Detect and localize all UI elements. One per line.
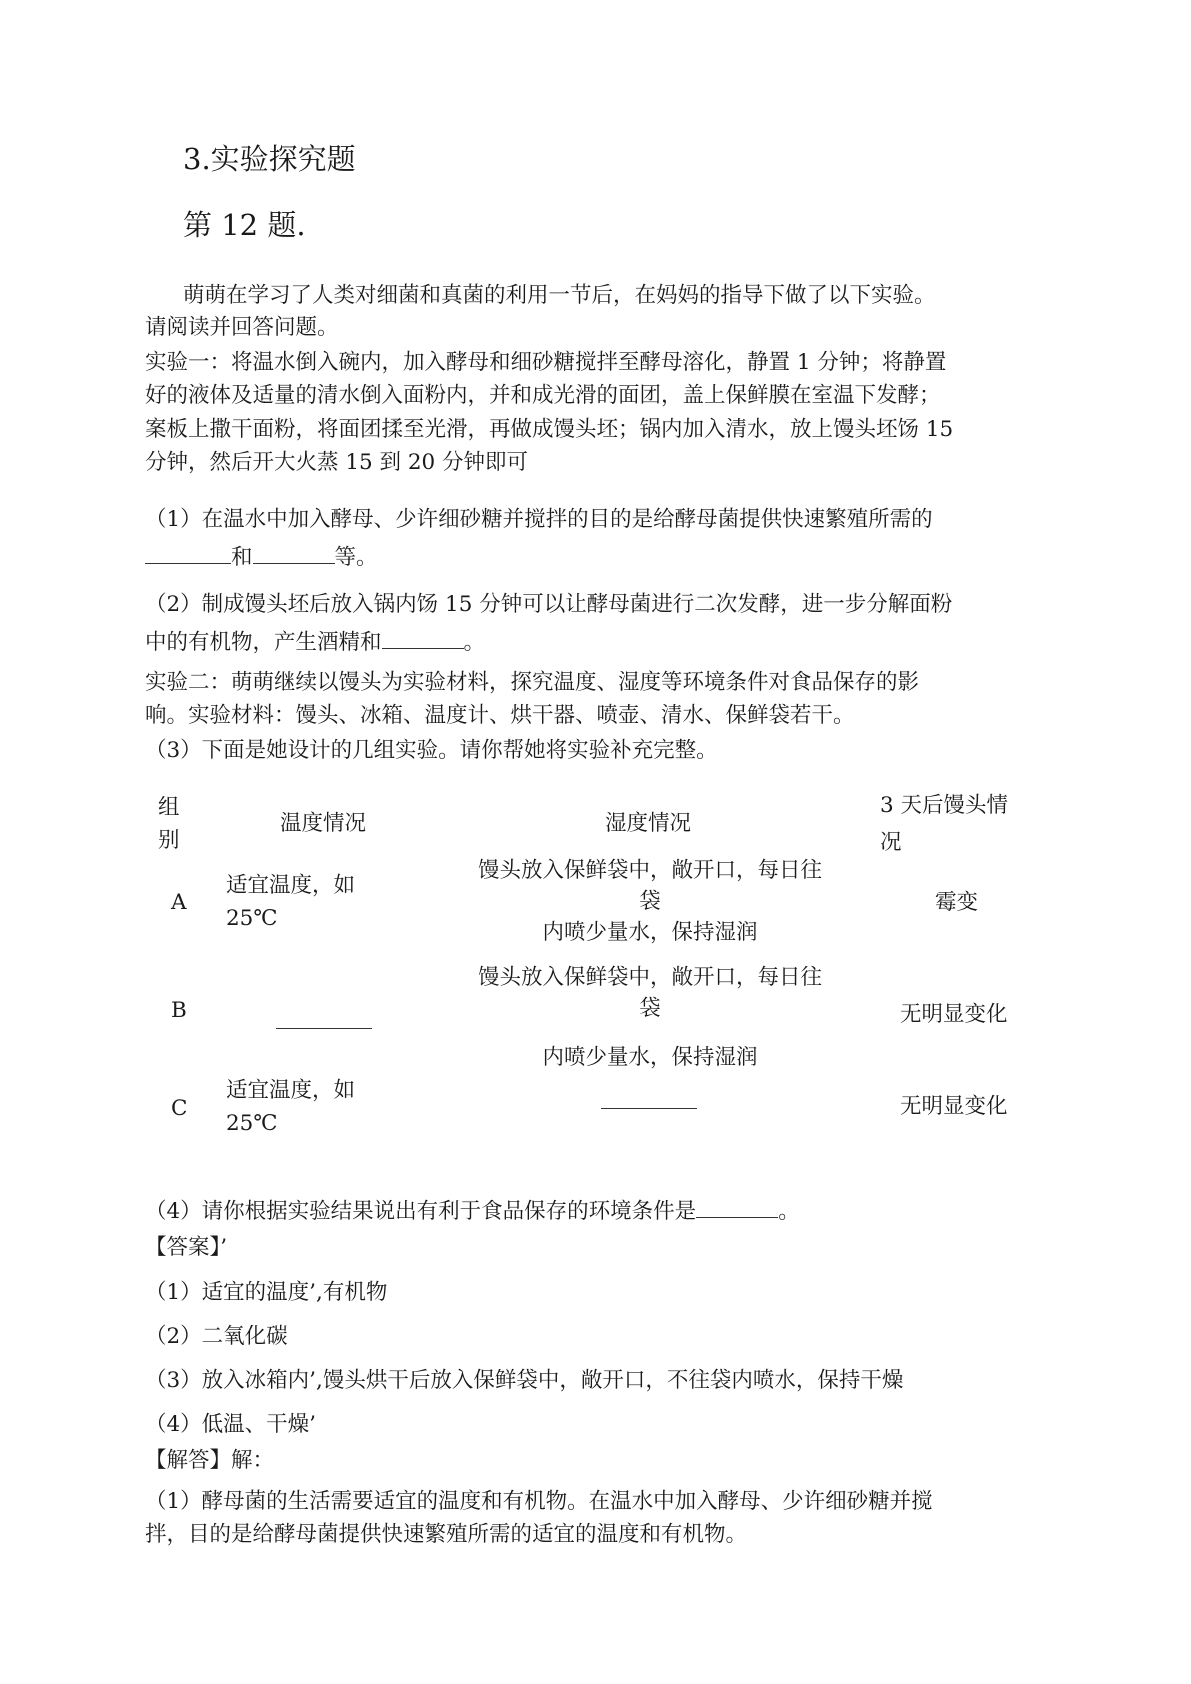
row-c-group: C	[171, 1096, 188, 1121]
answer-blank[interactable]	[382, 630, 464, 649]
row-b-humid: 内喷少量水，保持湿润	[542, 1045, 758, 1070]
solution-label: 【解答】解：	[145, 1448, 275, 1473]
solution-line: 拌，目的是给酵母菌提供快速繁殖所需的适宜的温度和有机物。	[145, 1522, 748, 1547]
row-a-temp: 适宜温度，如	[226, 873, 356, 898]
exp1-line: 好的液体及适量的清水倒入面粉内，并和成光滑的面团，盖上保鲜膜在室温下发酵；	[145, 383, 941, 408]
row-b-humid: 袋	[639, 996, 661, 1021]
table-header-group: 别	[158, 828, 180, 853]
row-a-temp: 25℃	[226, 906, 278, 931]
table-header-result: 况	[880, 830, 902, 855]
intro-line-2: 请阅读并回答问题。	[145, 315, 339, 340]
row-a-result: 霉变	[935, 890, 979, 915]
q1-line-1: （1）在温水中加入酵母、少许细砂糖并搅拌的目的是给酵母菌提供快速繁殖所需的	[145, 507, 933, 532]
answer-line: （4）低温、干燥’	[145, 1412, 317, 1437]
exp1-line: 案板上撒干面粉，将面团揉至光滑，再做成馒头坯；锅内加入清水，放上馒头坯饧 15	[145, 417, 954, 442]
row-a-humid: 内喷少量水，保持湿润	[542, 920, 758, 945]
table-header-group: 组	[158, 795, 180, 820]
answer-blank[interactable]	[696, 1199, 778, 1218]
q3-text: （3）下面是她设计的几组实验。请你帮她将实验补充完整。	[145, 738, 718, 763]
exp2-line-2: 响。实验材料：馒头、冰箱、温度计、烘干器、喷壶、清水、保鲜袋若干。	[145, 703, 855, 728]
answer-line: （3）放入冰箱内’,馒头烘干后放入保鲜袋中，敞开口，不往袋内喷水，保持干燥	[145, 1368, 904, 1393]
row-b-humid: 馒头放入保鲜袋中，敞开口，每日往	[477, 965, 822, 990]
q2-line-1: （2）制成馒头坯后放入锅内饧 15 分钟可以让酵母菌进行二次发酵，进一步分解面粉	[145, 592, 953, 617]
row-a-humid: 馒头放入保鲜袋中，敞开口，每日往	[477, 858, 822, 883]
exp1-line: 实验一：将温水倒入碗内，加入酵母和细砂糖搅拌至酵母溶化，静置 1 分钟；将静置	[145, 350, 947, 375]
intro-line-1: 萌萌在学习了人类对细菌和真菌的利用一节后，在妈妈的指导下做了以下实验。	[183, 283, 936, 308]
q4-text: （4）请你根据实验结果说出有利于食品保存的环境条件是 。	[145, 1199, 800, 1224]
table-header-humid: 湿度情况	[605, 811, 692, 836]
answer-label: 【答案】’	[145, 1235, 228, 1260]
exp2-line-1: 实验二：萌萌继续以馒头为实验材料，探究温度、湿度等环境条件对食品保存的影	[145, 670, 920, 695]
exp1-line: 分钟，然后开大火蒸 15 到 20 分钟即可	[145, 450, 529, 475]
row-c-humid-blank[interactable]	[601, 1108, 697, 1109]
row-b-group: B	[171, 998, 187, 1023]
answer-blank[interactable]	[145, 545, 231, 564]
answer-line: （2）二氧化碳	[145, 1324, 288, 1349]
q2-line-2: 中的有机物，产生酒精和 。	[145, 630, 486, 655]
row-a-humid: 袋	[639, 889, 661, 914]
table-header-result: 3 天后馒头情	[880, 793, 1009, 818]
row-b-result: 无明显变化	[900, 1002, 1008, 1027]
answer-line: （1）适宜的温度’,有机物	[145, 1280, 388, 1305]
row-c-temp: 25℃	[226, 1111, 278, 1136]
solution-line: （1）酵母菌的生活需要适宜的温度和有机物。在温水中加入酵母、少许细砂糖并搅	[145, 1489, 933, 1514]
answer-blank[interactable]	[253, 545, 335, 564]
row-a-group: A	[171, 890, 187, 915]
row-b-temp-blank[interactable]	[276, 1028, 372, 1029]
table-header-temp: 温度情况	[280, 811, 367, 836]
row-c-result: 无明显变化	[900, 1094, 1008, 1119]
q1-line-2: 和 等。	[145, 541, 378, 575]
question-title: 第 12 题.	[183, 208, 306, 242]
row-c-temp: 适宜温度，如	[226, 1078, 356, 1103]
section-title: 3.实验探究题	[183, 142, 356, 176]
